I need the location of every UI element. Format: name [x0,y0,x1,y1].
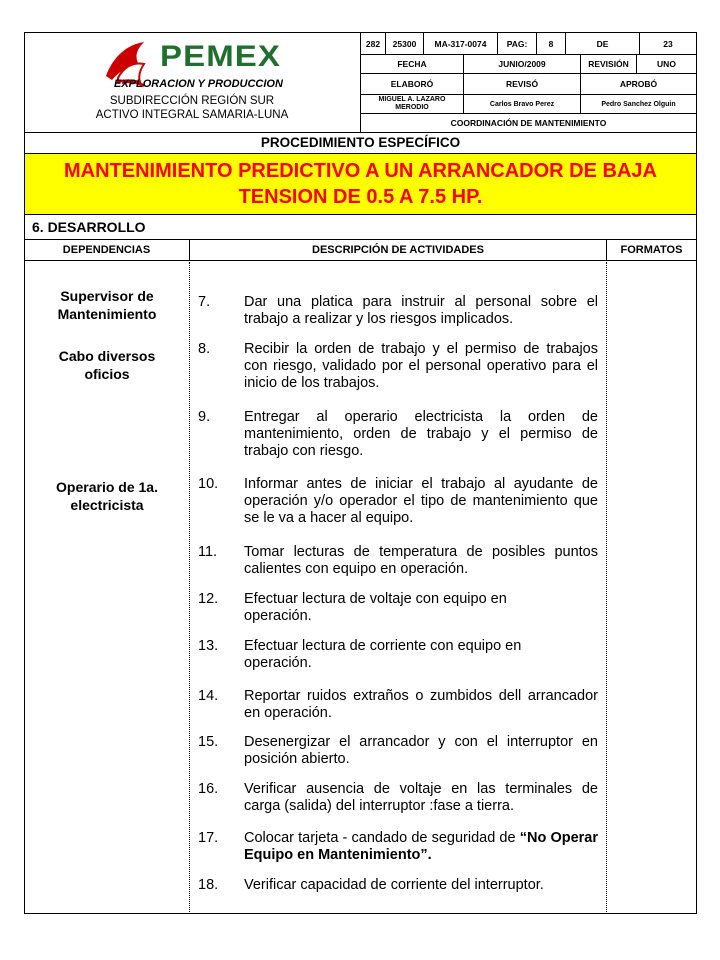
elaboro-name: MIGUEL A. LAZARO MERODIO [378,96,446,111]
activity-item: 13. Efectuar lectura de corriente con equipo en operación. [198,638,522,671]
procedure-title-line2: TENSION DE 0.5 A 7.5 HP. [238,186,483,208]
pemex-logo [100,36,283,94]
activity-item: 11. Tomar lecturas de temperatura de posibles puntos calientes con equipo en operación. [198,544,598,577]
activity-item: 18. Verificar capacidad de corriente del interruptor. [198,877,544,893]
code1: 282 [365,38,381,49]
activity-item: 9. Entregar al operario electricista la orden de mantenimiento, orden de trabajo y el permiso de trabajo con riesgo. [198,409,598,459]
col-dependencias: DEPENDENCIAS [62,244,151,256]
fecha-value: JUNIO/2009 [498,59,546,69]
dependency-operario: Operario de 1a. electricista [56,479,158,513]
revision-value: UNO [657,59,676,69]
dependency-cabo: Cabo diversos oficios [58,348,156,382]
coordinacion-label: COORDINACIÓN DE MANTENIMIENTO [450,118,607,128]
col-descripcion: DESCRIPCIÓN DE ACTIVIDADES [312,244,484,256]
dependency-supervisor: Supervisor de Mantenimiento [57,288,157,322]
activity-item: 12. Efectuar lectura de voltaje con equipo en operación. [198,591,507,624]
logo-subtitle: EXPLORACION Y PRODUCCION [114,78,283,90]
section-heading: 6. DESARROLLO [32,219,146,235]
subdireccion-label: SUBDIRECCIÓN REGIÓN SUR [109,95,275,107]
logo-company: PEMEX [160,40,282,73]
activity-item: 17. Colocar tarjeta - candado de seguridad de “No Operar Equipo en Mantenimiento”. [198,830,598,863]
activity-item: 10. Informar antes de iniciar el trabajo al ayudante de operación y/o operador el tipo de mantenimiento que se le va a hacer al equipo. [198,476,598,526]
procedure-type: PROCEDIMIENTO ESPECÍFICO [260,135,461,150]
aprobo-name: Pedro Sanchez Olguin [601,100,676,108]
activity-item: 14. Reportar ruidos extraños o zumbidos dell arrancador en operación. [198,688,598,721]
activity-item: 15. Desenergizar el arrancador y con el interruptor en posición abierto. [198,734,598,767]
procedure-title-line1: MANTENIMIENTO PREDICTIVO A UN ARRANCADOR DE BAJA [64,160,657,182]
revision-label: REVISIÓN [588,59,629,69]
page-number: 8 [548,38,554,49]
code2: 25300 [392,38,417,49]
total-pages: 23 [663,38,673,49]
activity-item: 8. Recibir la orden de trabajo y el permiso de trabajos con riesgo, validado por el personal operativo para el inicio de los trabajos. [198,341,598,391]
fecha-label: FECHA [397,59,427,69]
col-formatos: FORMATOS [620,244,683,256]
manual-code: MA-317-0074 [434,38,487,49]
aprobo-label: APROBÓ [619,79,658,89]
of-label: DE [596,38,609,49]
activity-item: 7. Dar una platica para instruir al personal sobre el trabajo a realizar y los riesgos implicados. [198,294,598,327]
activity-item: 16. Verificar ausencia de voltaje en las terminales de carga (salida) del interruptor :fase a tierra. [198,781,598,814]
reviso-name: Carlos Bravo Perez [489,100,555,108]
reviso-label: REVISÓ [505,79,539,89]
page-label: PAG: [506,38,528,49]
column-divider-right [606,262,607,914]
elaboro-label: ELABORÓ [390,79,434,89]
activo-label: ACTIVO INTEGRAL SAMARIA-LUNA [95,109,289,121]
